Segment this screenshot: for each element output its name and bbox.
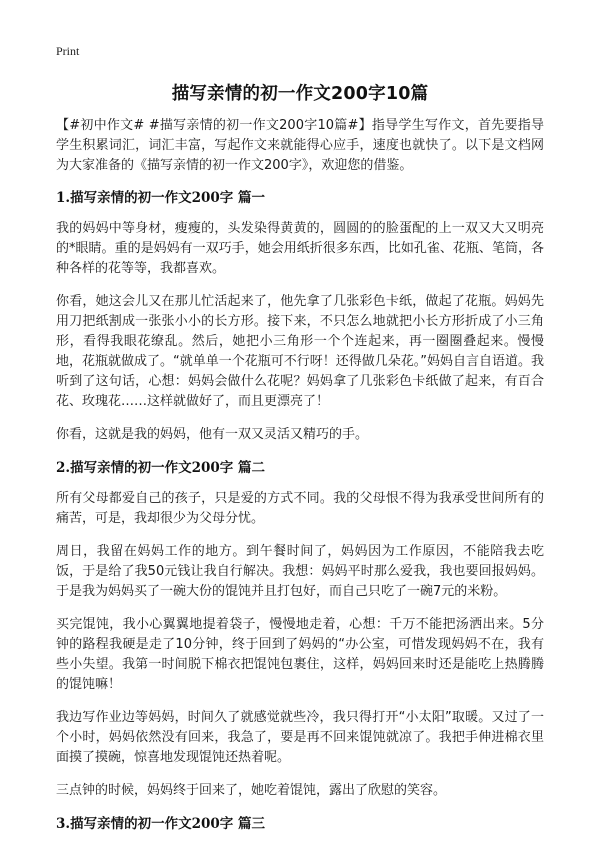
section-heading-1: 1.描写亲情的初一作文200字 篇一 [56,190,265,206]
section-heading-2: 2.描写亲情的初一作文200字 篇二 [56,460,265,476]
paragraph: 所有父母都爱自己的孩子，只是爱的方式不同。我的父母恨不得为我承受世间所有的痛苦，可是，我却很少为父母分忧。 [56,491,544,526]
section-heading-3: 3.描写亲情的初一作文200字 篇三 [56,816,265,832]
article-body [56,116,544,845]
intro-paragraph: 【#初中作文# #描写亲情的初一作文200字10篇#】指导学生写作文，首先要指导学生积累词汇，词汇丰富，写起作文来就能得心应手，速度也就快了。以下是文档网为大家准备的《描写亲情的初一作文200字》，欢迎您的借鉴。 [56,118,544,173]
paragraph: 我的妈妈中等身材，瘦瘦的，头发染得黄黄的，圆圆的的脸蛋配的上一双又大又明亮的*眼睛。重的是妈妈有一双巧手，她会用纸折很多东西，比如孔雀、花瓶、笔筒，各种各样的花等等，我都喜欢。 [56,221,544,276]
paragraph: 你看，这就是我的妈妈，他有一双又灵活又精巧的手。 [56,427,369,442]
paragraph: 三点钟的时候，妈妈终于回来了，她吃着馄饨，露出了欣慰的笑容。 [56,783,447,798]
page-title: 描写亲情的初一作文200字10篇 [171,84,429,104]
paragraph: 你看，她这会儿又在那儿忙活起来了，他先拿了几张彩色卡纸，做起了花瓶。妈妈先用刀把纸割成一张张小小的长方形。接下来，不只怎么地就把小长方形折成了小三角形，看得我眼花缭乱。然后，她把小三角形一个个连起来，再一圈圈叠起来。慢慢地，花瓶就做成了。“就单单一个花瓶可不行呀！还得做几朵花。”妈妈自言自语道。我听到了这句话，心想：妈妈会做什么花呢？妈妈拿了几张彩色卡纸做了起来，有百合花、玫瑰花……这样就做好了，而且更漂亮了！ [56,294,544,409]
paragraph: 周日，我留在妈妈工作的地方。到午餐时间了，妈妈因为工作原因，不能陪我去吃饭，于是给了我50元钱让我自行解决。我想：妈妈平时那么爱我，我也要回报妈妈。于是我为妈妈买了一碗大份的馄饨并且打包好，而自己只吃了一碗7元的米粉。 [56,544,544,599]
print-link[interactable]: Print [56,44,80,58]
paragraph: 我边写作业边等妈妈，时间久了就感觉就些冷，我只得打开“小太阳”取暖。又过了一个小时，妈妈依然没有回来，我急了，要是再不回来馄饨就凉了。我把手伸进棉衣里面摸了摸碗，惊喜地发现馄饨还热着呢。 [56,710,544,765]
paragraph: 买完馄饨，我小心翼翼地提着袋子，慢慢地走着，心想：千万不能把汤洒出来。5分钟的路程我硬是走了10分钟，终于回到了妈妈的“办公室，可惜发现妈妈不在，我有些小失望。我第一时间脱下棉衣把馄饨包裹住，这样，妈妈回来时还是能吃上热腾腾的馄饨嘛！ [56,617,544,692]
